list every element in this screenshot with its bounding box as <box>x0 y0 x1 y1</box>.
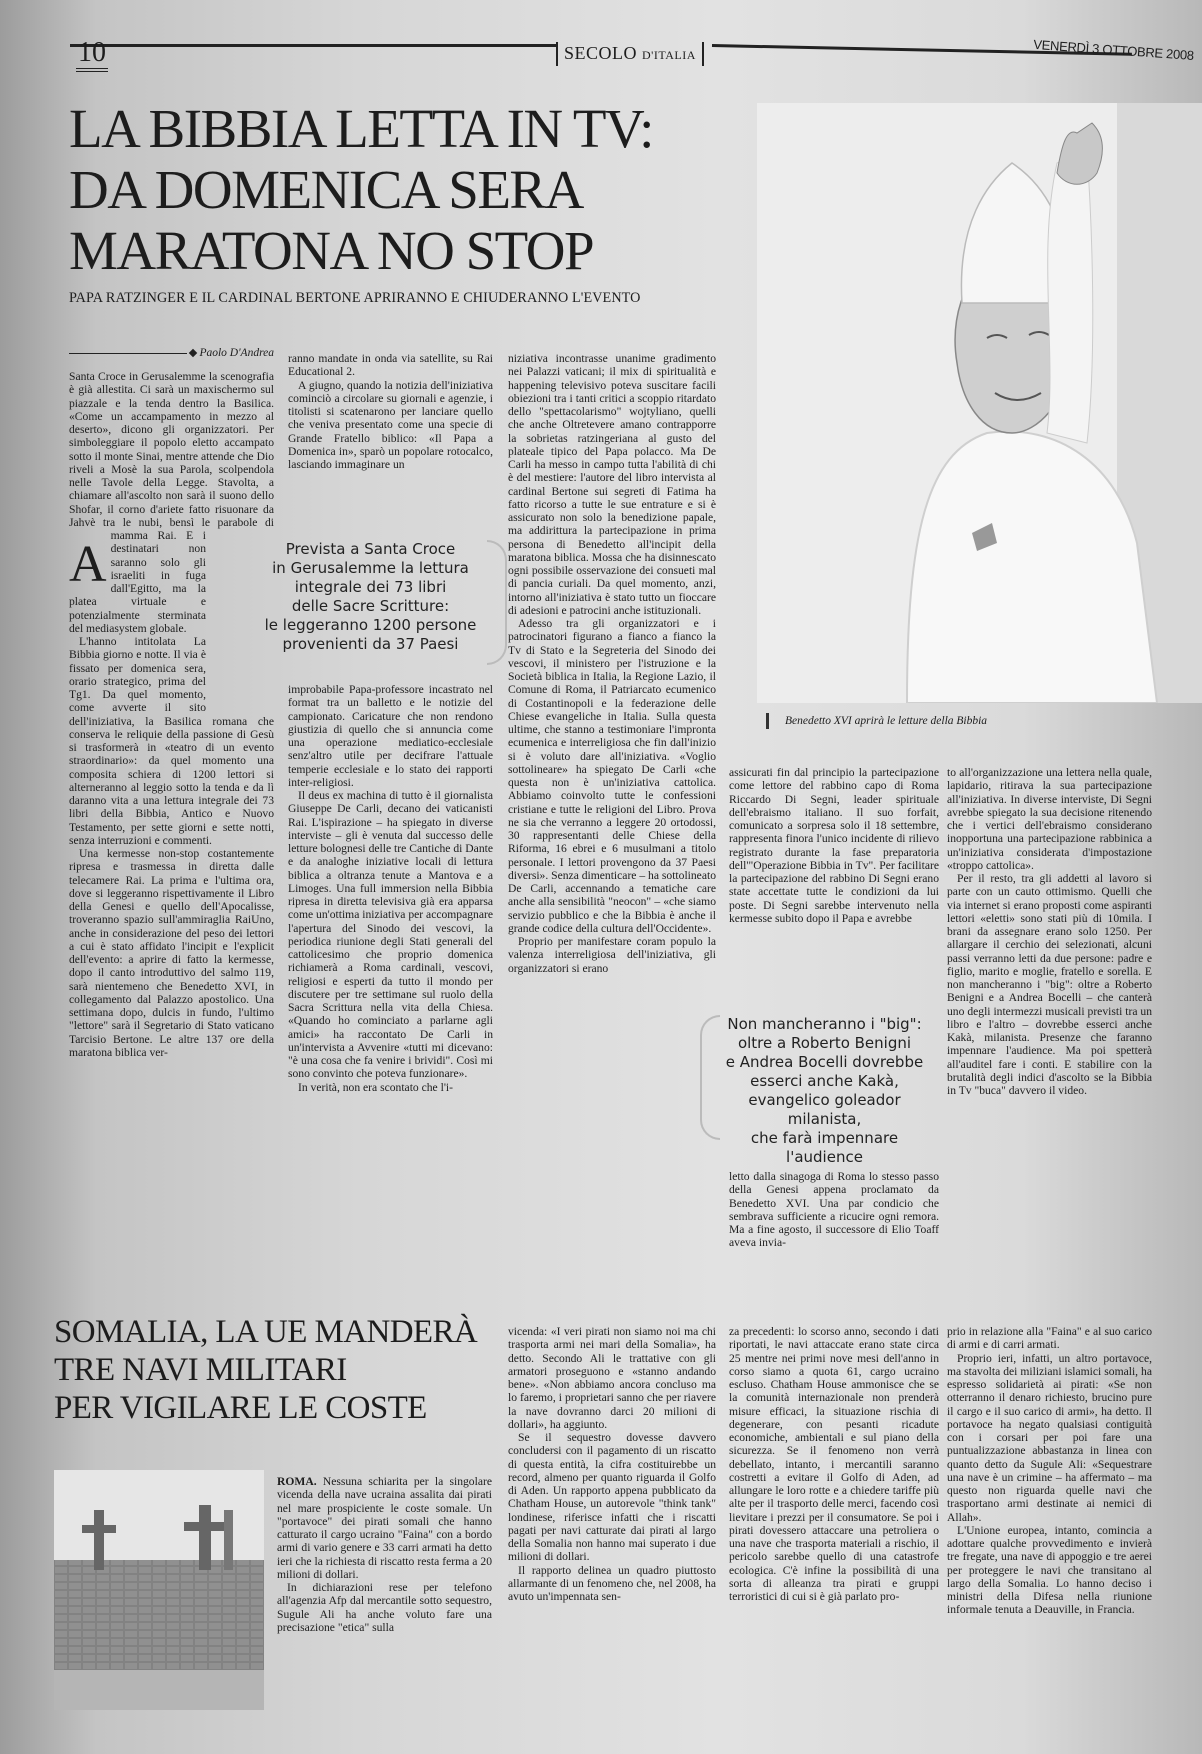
page-number: 10 <box>76 38 108 72</box>
paragraph: Santa Croce in Gerusalemme la scenografia è già allestita. Ci sarà un maxischermo sul piazzale e la tenda dentro la Basilica. «Come un accampamento in mezzo al deserto», dicono gli organizzatori. Per simboleggiare il popolo eletto accampato sotto il monte Sinai, mentre attende che Dio riveli a Mosè la sua Parola, scolpendola nelle Tavole della Legge. Stavolta, a chiamare all'ascolto non sarà il suono dello Shofar, il corno d'ariete fatto risuonare da Jahvè tra le nubi, bensì le parabole di mamma Rai. E i destinatari non saranno solo gli israeliti in fuga dall'Egitto, ma la platea virtuale e potenzialmente sterminata del mediasystem globale. <box>69 370 274 635</box>
article-column-4-bottom <box>729 1170 939 1263</box>
masthead-subtitle: D'ITALIA <box>642 48 696 62</box>
paragraph: Il deus ex machina di tutto è il giornalista Giuseppe De Carli, decano dei vaticanisti Rai. L'ispirazione – ha spiegato in diverse interviste – gli è venuta dal successo delle letture bolognesi delle tre Cantiche di Dante e da analoghe iniziative locali di lettura biblica a oltranza tenute a Mantova e a Limoges. Una full immersion nella Bibbia ripresa in diretta televisiva già era apparsa come un'ottima iniziativa per accompagnare l'apertura del Sinodo dei vescovi, la periodica riunione degli Stati generali del cattolicesimo che proprio domenica richiamerà a Roma cardinali, vescovi, religiosi e esperti da tutto il mondo per discutere per tre settimane sul ruolo della Sacra Scrittura nella vita della Chiesa. «Quando ho cominciato a parlarne agli amici» ha raccontato De Carli in un'intervista a Avvenire «tutti mi dicevano: "è una cosa che fa venire i brividi". Così mi sono convinto che poteva funzionare». <box>288 789 493 1081</box>
pull-quote-1 <box>248 540 493 665</box>
somalia-headline <box>54 1313 504 1427</box>
pull-quote-line: evangelico goleador milanista, <box>748 1091 901 1128</box>
drop-cap: A <box>69 536 107 593</box>
pull-quote-line: delle Sacre Scritture: <box>291 597 450 615</box>
paragraph-text: Nessuna schiarita per la singolare vicenda della nave ucraina assalita dai pirati nel mare prospiciente le coste somale. Un "portavoce" dei pirati somali che hanno catturato il cargo ucraino "Faina" con a bordo armi di vario genere e 33 carri armati ha detto ieri che la richiesta di riscatto resta ferma a 20 milioni di dollari. <box>277 1475 492 1581</box>
photo-caption: Benedetto XVI aprirà le letture della Bibbia <box>766 713 987 729</box>
headline-line: PER VIGILARE LE COSTE <box>54 1390 427 1426</box>
masthead <box>556 42 704 66</box>
paragraph: In verità, non era scontato che l'i- <box>298 1080 453 1094</box>
pope-figure-image <box>757 103 1202 703</box>
somalia-column-1 <box>277 1475 492 1710</box>
article-column-4-top <box>729 766 939 1006</box>
paragraph: ranno mandate in onda via satellite, su Rai Educational 2. <box>288 352 493 379</box>
headline-line: DA DOMENICA SERA <box>69 159 583 220</box>
pull-quote-line: e Andrea Bocelli dovrebbe <box>725 1053 924 1071</box>
headline-line: SOMALIA, LA UE MANDERÀ <box>54 1314 478 1350</box>
main-subtitle: PAPA RATZINGER E IL CARDINAL BERTONE APRIRANNO E CHIUDERANNO L'EVENTO <box>69 290 641 306</box>
pull-quote-line: esserci anche Kakà, <box>750 1072 899 1090</box>
header-rule-left <box>70 44 558 47</box>
somalia-column-4 <box>947 1325 1152 1710</box>
pull-quote-line: in Gerusalemme la lettura <box>272 559 469 577</box>
paragraph: Se il sequestro dovesse davvero concludersi con il pagamento di un riscatto di questa entità, la cifra costituirebbe un record, almeno per quanto riguarda il Golfo di Aden. Un rapporto appena pubblicato da Chatham House, un autorevole "think tank" londinese, riferisce infatti che i riscatti pagati per navi catturate dai pirati al largo della Somalia non hanno mai superato i due milioni di dollari. <box>508 1431 716 1564</box>
paragraph: za precedenti: lo scorso anno, secondo i dati riportati, le navi attaccate erano state circa 25 mentre nei primi nove mesi dell'anno in corso siamo a quota 61, cargo ucraino escluso. Chatham House ammonisce che se la comunità internazionale non prenderà misure efficaci, la situazione rischia di degenerare, con pesanti ricadute economiche, ambientali e sul piano della sicurezza. Se il fenomeno non verrà debellato, intanto, i mercantili saranno costretti a evitare il Golfo di Aden, ad allungare le loro rotte e a chiedere tariffe più alte per il trasporto delle merci, facendo così lievitare i prezzi per il consumatore. Se poi i pirati dovessero attaccare una petroliera o una nave che trasporta materiali a rischio, il pericolo sarebbe quello di una catastrofe ecologica. C'è infine la possibilità di una sorta di alleanza tra pirati e gruppi terroristici di cui si è già parlato pro- <box>729 1325 939 1603</box>
article-column-1 <box>69 370 274 1263</box>
pull-quote-line: Non mancheranno i "big": <box>727 1015 922 1033</box>
headline-line: TRE NAVI MILITARI <box>54 1352 347 1388</box>
pope-photo <box>757 103 1202 703</box>
paragraph: Proprio per manifestare coram populo la valenza interreligiosa dell'iniziativa, gli organizzatori si erano <box>508 935 716 975</box>
somalia-column-3 <box>729 1325 939 1710</box>
byline <box>69 347 274 359</box>
author-name: Paolo D'Andrea <box>199 347 274 359</box>
somalia-photo <box>54 1470 264 1710</box>
paragraph: Adesso tra gli organizzatori e i patrocinatori figurano a fianco a fianco la Tv di Stato e la Segreteria del Sinodo dei vescovi, il ministero per l'istruzione e la Società biblica in Italia, la Regione Lazio, il Comune di Roma, il Patriarcato ecumenico di Costantinopoli e la federazione delle Chiese evangeliche in Italia. Sulla questa ultime, che stanno a testimoniare l'impronta ecumenica e interreligiosa che fin dall'inizio si è voluto dare all'iniziativa. «Voglio sottolineare» ha spiegato De Carli «che questa non è un'iniziativa cattolica. Abbiamo coinvolto tutte le confessioni cristiane e tutte le religioni del Libro. Prova ne sia che verranno a leggere 20 ortodossi, 30 rappresentanti delle Chiese della Riforma, 16 ebrei e 6 musulmani a titolo personale. I lettori provengono da 37 Paesi diversi». Senza dimenticare – ha sottolineato De Carli, accennando a tematiche care anche alla sensibilità "neocon" – «che siamo servizio pubblico e che la Bibbia è anche il grande codice della cultura dell'Occidente». <box>508 617 716 935</box>
article-column-3 <box>508 352 716 1263</box>
diamond-icon <box>189 349 197 357</box>
bracket-decoration <box>700 1015 720 1140</box>
pull-quote-2 <box>712 1015 937 1166</box>
pull-quote-line: che farà impennare l'audience <box>750 1129 899 1166</box>
paragraph: to all'organizzazione una lettera nella quale, lapidario, ritirava la sua partecipazione all'iniziativa. In diverse interviste, Di Segni avrebbe spiegato la sua decisione ritenendo che i vertici dell'ebraismo considerano inopportuna una partecipazione rabbinica a un'iniziativa considerata d'impostazione «troppo cattolica». <box>947 766 1152 872</box>
headline-line: MARATONA NO STOP <box>69 220 594 281</box>
memorial-crosses-image <box>54 1470 264 1710</box>
paragraph: Proprio ieri, infatti, un altro portavoce, ma stavolta dei miliziani islamici somali, ha espresso solidarietà ai pirati: «Se non otterranno il denaro richiesto, brucino pure il cargo e il suo carico di armi», ha detto. Il portavoce ha negato qualsiasi contiguità con i corsari per poi fare una puntualizzazione abbastanza in linea con quanto detto da Sugule Ali: «Sequestrare una nave è un crimine – ha affermato – ma questo non riguarda quelle navi che trasportano armi destinate ai nemici di Allah». <box>947 1351 1152 1524</box>
paragraph: In dichiarazioni rese per telefono all'agenzia Afp dal mercantile sotto sequestro, Sugule Ali ha anche voluto fare una precisazione "etica" sulla <box>277 1581 492 1634</box>
paragraph: prio in relazione alla "Faina" e al suo carico di armi e di carri armati. <box>947 1325 1152 1352</box>
somalia-column-2 <box>508 1325 716 1710</box>
paragraph: L'hanno intitolata La Bibbia giorno e notte. Il via è fissato per domenica sera, orario strategico, prima del Tg1. Da quel momento, come avverte il sito dell'iniziativa, la Basilica romana che conserva le reliquie della passione di Gesù si trasformerà in «teatro di un evento straordinario»: da quel momento una composita schiera di 1200 lettori si alterneranno al leggio sotto la tenda e da lì daranno vita a una lettura integrale dei 73 libri della Bibbia, Antico e Nuovo Testamento, per sette giorni e sette notti, senza interruzioni e commenti. <box>69 635 274 847</box>
paragraph: niziativa incontrasse unanime gradimento nei Palazzi vaticani; il mix di spiritualità e happening televisivo poteva suscitare facili obiezioni tra i tanti critici a scoppio ritardato dello "spettacolarismo" wojtyliano, quelli che anche Oltretevere amano contrapporre la sobrietas ratzingeriana al gusto del plateale tipico del Papa polacco. Ma De Carli ha messo in campo tutta l'abilità di chi è del mestiere: l'autore del libro intervista al cardinal Bertone sui segreti di Fatima ha fatto ricorso a tutte le sue entrature e si è assicurato non solo la benedizione papale, ma addirittura la partecipazione in prima persona di Benedetto all'incipit della maratona biblica. Mossa che ha disinnescato ogni possibile osservazione dei consueti mal di pancia curiali. Da quel momento, anzi, intorno all'iniziativa è stato tutto un fioccare di adesioni e patrocini anche istituzionali. <box>508 352 716 617</box>
paragraph: A giugno, quando la notizia dell'iniziativa cominciò a circolare su giornali e agenzie, i titolisti si scatenarono per lanciare quello che veniva presentato come una specie di Grande Fratello biblico: «Il Papa a Domenica in», sparò un popolare rotocalco, lasciando immaginare un <box>288 378 493 471</box>
bracket-decoration <box>487 540 507 665</box>
paragraph: L'Unione europea, intanto, comincia a adottare qualche provvedimento e invierà tre fregate, una nave di appoggio e tre aerei per proteggere le navi che transitano al largo della Somalia. Lo hanno deciso i ministri della Difesa nella riunione informale tenuta a Deauville, in Francia. <box>947 1523 1152 1617</box>
paragraph: assicurati fin dal principio la partecipazione come lettore del rabbino capo di Roma Riccardo Di Segni, leader spirituale dell'ebraismo italiano. Il suo forfait, comunicato a sorpresa solo il 18 settembre, rappresenta finora l'unico incidente di rilievo registrato durante la fase preparatoria dell'"Operazione Bibbia in Tv". Per facilitare la partecipazione del rabbino Di Segni erano state accettate tutte le condizioni da lui poste. Di Segni sarebbe intervenuto nella kermesse subito dopo il Papa e avrebbe <box>729 766 939 925</box>
dateline: ROMA. <box>277 1475 317 1488</box>
pull-quote-line: Prevista a Santa Croce <box>285 540 456 558</box>
pull-quote-line: provenienti da 37 Paesi <box>282 635 459 653</box>
headline-line: LA BIBBIA LETTA IN TV: <box>69 98 653 159</box>
article-column-2-top <box>288 352 493 502</box>
pull-quote-line: le leggeranno 1200 persone <box>264 616 477 634</box>
paragraph <box>277 1475 492 1581</box>
pull-quote-line: integrale dei 73 libri <box>294 578 447 596</box>
article-column-2-bottom <box>288 683 493 1263</box>
paragraph: improbabile Papa-professore incastrato nel format tra un balletto e le notizie del campionato. Caricature che non rendono giustizia di quello che si annuncia come una operazione mediatico-ecclesiale senz'altro utile per decifrare l'attuale temperie ecclesiale e lo stato dei rapporti inter-religiosi. <box>288 683 493 789</box>
paragraph: Una kermesse non-stop costantemente ripresa e trasmessa in diretta dalle telecamere Rai. La prima e l'ultima ora, dove si leggeranno rispettivamente il Libro della Genesi e quello dell'Apocalisse, troveranno spazio sull'ammiraglia RaiUno, anche in considerazione del peso dei lettori a cui è stato affidato l'incipit e l'explicit dell'evento: a aprire di fatto la kermesse, dopo il canto introduttivo del salmo 119, sarà nientemeno che Benedetto XVI, in collegamento dal Palazzo apostolico. Una settimana dopo, dulcis in fundo, l'ultimo "lettore" sarà il Segretario di Stato vaticano Tarcisio Bertone. Le altre 137 ore della maratona biblica ver- <box>69 847 274 1059</box>
issue-date: VENERDÌ 3 OTTOBRE 2008 <box>1033 36 1195 63</box>
paragraph: Per il resto, tra gli addetti al lavoro si parte con un cauto ottimismo. Quelli che via internet si erano proposti come aspiranti lettori «eletti» sono stati più di 10mila. I brani da assegnare erano solo 1250. Per allargare il cerchio dei selezionati, alcuni passi verranno letti da due persone: padre e figlio, marito e moglie, fratello e sorella. E non mancheranno i "big": oltre a Roberto Benigni e a Andrea Bocelli – che canterà uno degli intermezzi musicali previsti tra un libro e l'altro – dovrebbe esserci anche Kakà, milanista. Presenze che faranno impennare l'audience. Ma poi spetterà all'auditel fare i conti. E stabilire con la brutalità degli indici d'ascolto se la Bibbia in Tv "buca" davvero il video. <box>947 872 1152 1097</box>
paragraph: Il rapporto delinea un quadro piuttosto allarmante di un fenomeno che, nel 2008, ha avuto un'impennata sen- <box>508 1563 716 1603</box>
main-headline <box>69 98 759 281</box>
paragraph: letto dalla sinagoga di Roma lo stesso passo della Genesi appena proclamato da Benedetto XVI. Una par condicio che sembrava sufficiente a ricucire ogni remora. Ma a fine agosto, il successore di Elio Toaff aveva invia- <box>729 1170 939 1250</box>
paragraph: vicenda: «I veri pirati non siamo noi ma chi trasporta armi nei mari della Somalia», ha detto. Secondo Ali le trattative con gli armatori proseguono e «stanno andando bene». «Non abbiamo ancora concluso ma lo faremo, i proprietari sanno che per riavere la nave dovranno darci 20 milioni di dollari», ha aggiunto. <box>508 1325 716 1431</box>
article-column-5 <box>947 766 1152 1263</box>
masthead-title: SECOLO <box>564 43 638 63</box>
pull-quote-line: oltre a Roberto Benigni <box>737 1034 912 1052</box>
byline-rule <box>69 353 187 354</box>
